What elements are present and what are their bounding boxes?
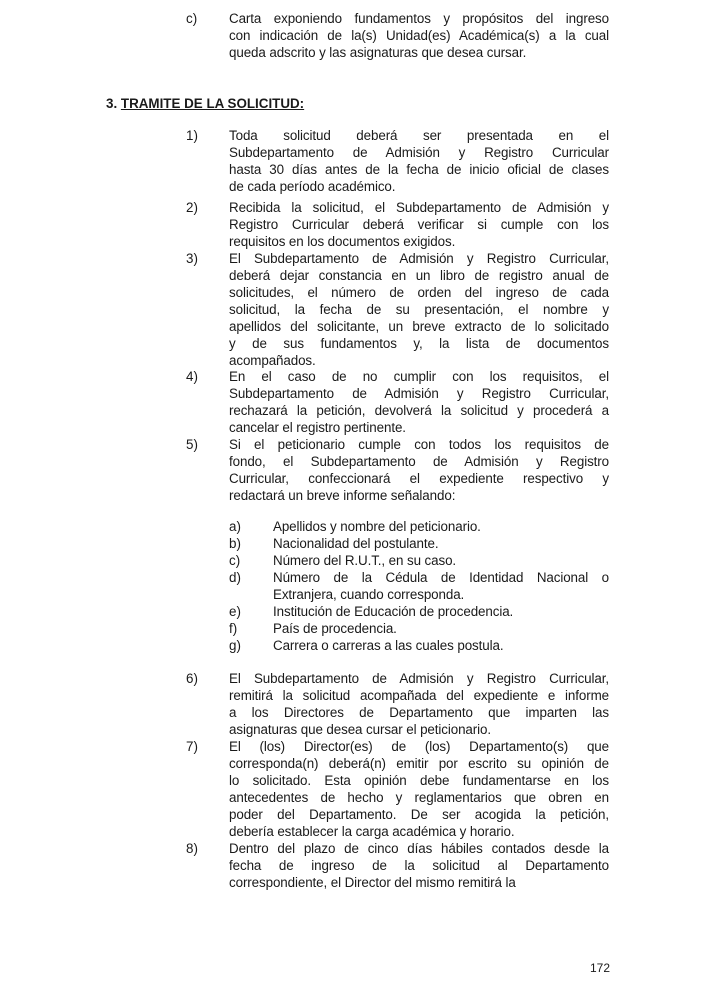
sub-item-b-marker: b) (229, 536, 241, 551)
list-item-7-line: debería establecer la carga académica y horario. (229, 824, 515, 839)
list-item-8-line: fecha de ingreso de la solicitud al Departamento (229, 858, 609, 873)
sub-item-f-line: País de procedencia. (273, 621, 397, 636)
page-number: 172 (590, 961, 611, 975)
list-item-2-line: Recibida la solicitud, el Subdepartamento de Admisión y (229, 200, 609, 215)
top-item-marker: c) (186, 11, 198, 26)
list-item-4-marker: 4) (186, 369, 198, 384)
sub-item-e-line: Institución de Educación de procedencia. (273, 604, 514, 619)
list-item-4-line: En el caso de no cumplir con los requisitos, el (229, 369, 609, 384)
list-item-2-line: Registro Curricular deberá verificar si cumple con los (229, 217, 609, 232)
top-item-line: queda adscrito y las asignaturas que desea cursar. (229, 45, 527, 60)
list-item-1-line: de cada período académico. (229, 179, 396, 194)
list-item-8-line: Dentro del plazo de cinco días hábiles contados desde la (229, 841, 609, 856)
list-item-8-marker: 8) (186, 841, 198, 856)
list-item-6-line: a los Directores de Departamento que imparten las (229, 705, 609, 720)
list-item-6-line: El Subdepartamento de Admisión y Registro Curricular, (229, 671, 609, 686)
sub-item-d-line: Número de la Cédula de Identidad Nacional o (273, 570, 609, 585)
list-item-3-line: y de sus fundamentos y, la lista de documentos (229, 336, 609, 351)
list-item-6-marker: 6) (186, 671, 198, 686)
top-item-line: con indicación de la(s) Unidad(es) Académica(s) a la cual (229, 28, 609, 43)
sub-item-c-line: Número del R.U.T., en su caso. (273, 553, 457, 568)
list-item-1-marker: 1) (186, 128, 198, 143)
list-item-3-marker: 3) (186, 251, 198, 266)
section-number: 3. (106, 96, 118, 111)
sub-item-d-marker: d) (229, 570, 241, 585)
sub-item-b-line: Nacionalidad del postulante. (273, 536, 439, 551)
list-item-3-line: solicitud, la fecha de su presentación, el nombre y (229, 302, 609, 317)
list-item-3-line: El Subdepartamento de Admisión y Registro Curricular, (229, 251, 609, 266)
list-item-3-line: deberá dejar constancia en un libro de registro anual de (229, 268, 609, 283)
list-item-5-line: redactará un breve informe señalando: (229, 488, 456, 503)
sub-item-g-line: Carrera o carreras a las cuales postula. (273, 638, 504, 653)
list-item-7-line: El (los) Director(es) de (los) Departamento(s) que (229, 739, 609, 754)
list-item-7-line: antecedentes de hecho y reglamentarios que obren en (229, 790, 609, 805)
section-heading (106, 95, 304, 112)
list-item-2-line: requisitos en los documentos exigidos. (229, 234, 456, 249)
list-item-1-line: Toda solicitud deberá ser presentada en el (229, 128, 609, 143)
list-item-2-marker: 2) (186, 200, 198, 215)
list-item-4-line: rechazará la petición, devolverá la solicitud y procederá a (229, 403, 609, 418)
sub-item-d-line: Extranjera, cuando corresponda. (273, 587, 465, 602)
list-item-8-line: correspondiente, el Director del mismo remitirá la (229, 875, 516, 890)
list-item-5-line: Si el peticionario cumple con todos los requisitos de (229, 437, 609, 452)
sub-item-e-marker: e) (229, 604, 241, 619)
sub-item-g-marker: g) (229, 638, 241, 653)
list-item-5-line: Curricular, confeccionará el expediente respectivo y (229, 471, 609, 486)
list-item-7-line: corresponda(n) deberá(n) emitir por escrito su opinión de (229, 756, 609, 771)
list-item-6-line: asignaturas que desea cursar el peticionario. (229, 722, 491, 737)
list-item-5-marker: 5) (186, 437, 198, 452)
list-item-6-line: remitirá la solicitud acompañada del expediente e informe (229, 688, 609, 703)
list-item-4-line: cancelar el registro pertinente. (229, 420, 406, 435)
sub-item-a-line: Apellidos y nombre del peticionario. (273, 519, 481, 534)
list-item-7-marker: 7) (186, 739, 198, 754)
list-item-3-line: acompañados. (229, 353, 316, 368)
list-item-1-line: Subdepartamento de Admisión y Registro Curricular (229, 145, 609, 160)
list-item-4-line: Subdepartamento de Admisión y Registro Curricular, (229, 386, 609, 401)
list-item-3-line: apellidos del solicitante, un breve extracto de lo solicitado (229, 319, 609, 334)
list-item-1-line: hasta 30 días antes de la fecha de inicio oficial de clases (229, 162, 609, 177)
list-item-7-line: lo solicitado. Esta opinión debe fundamentarse en los (229, 773, 609, 788)
sub-item-c-marker: c) (229, 553, 241, 568)
list-item-3-line: solicitudes, el número de orden del ingreso de cada (229, 285, 609, 300)
sub-item-a-marker: a) (229, 519, 241, 534)
top-item-line: Carta exponiendo fundamentos y propósitos del ingreso (229, 11, 609, 26)
list-item-5-line: fondo, el Subdepartamento de Admisión y Registro (229, 454, 609, 469)
section-title: TRAMITE DE LA SOLICITUD: (120, 96, 305, 111)
list-item-7-line: poder del Departamento. De ser acogida la petición, (229, 807, 609, 822)
sub-item-f-marker: f) (229, 621, 238, 636)
